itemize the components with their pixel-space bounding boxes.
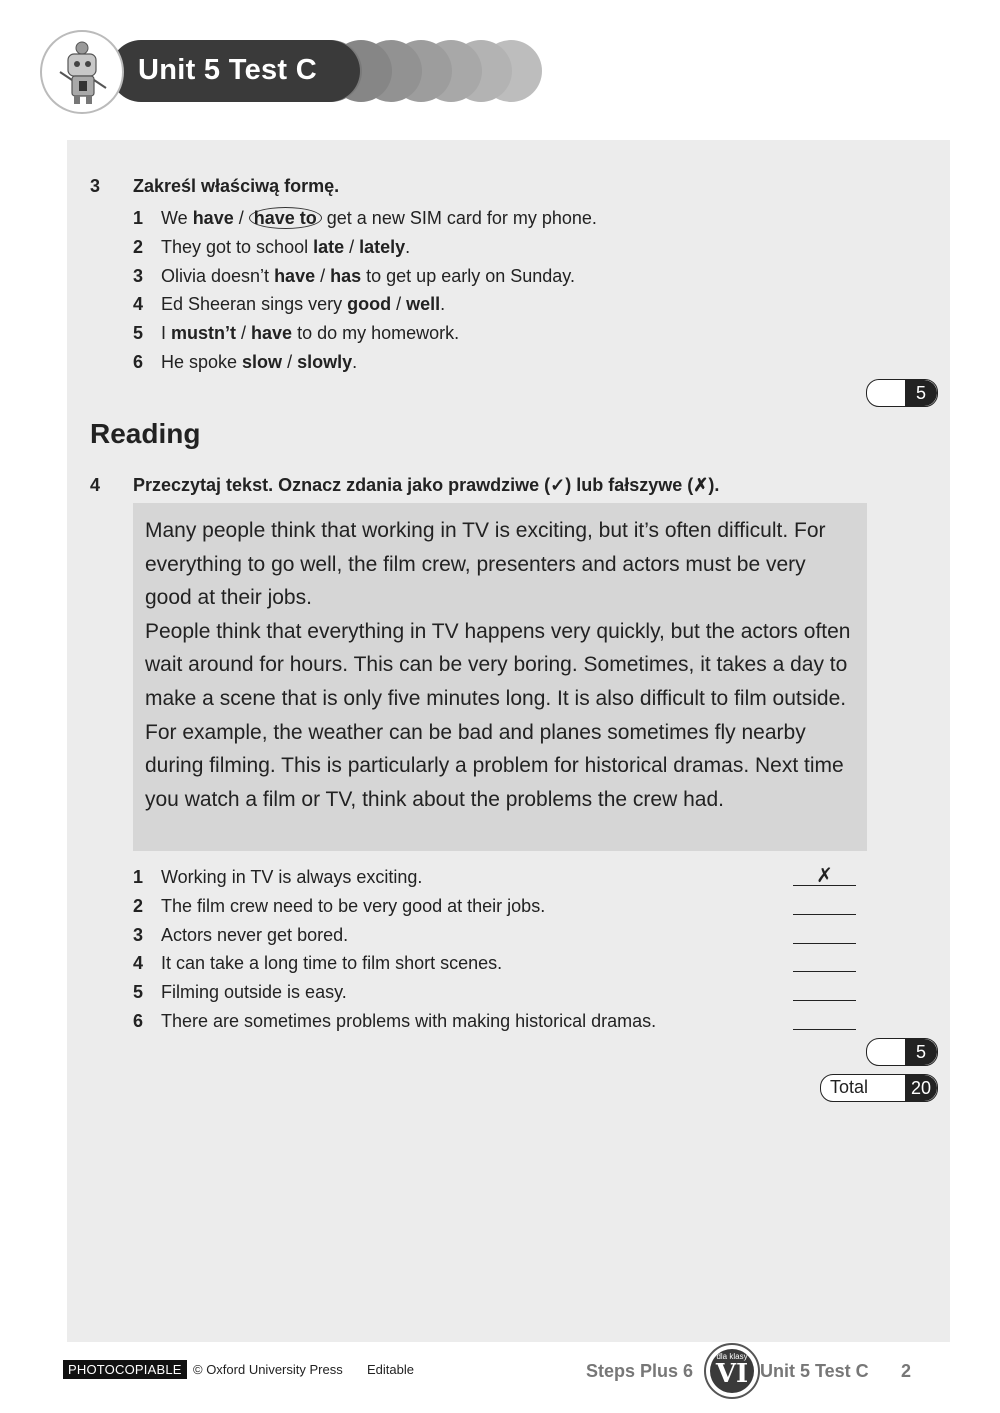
item-number: 5 bbox=[133, 323, 144, 344]
option-1[interactable]: have bbox=[192, 208, 234, 228]
option-2[interactable]: has bbox=[330, 265, 362, 286]
item-text: Actors never get bored. bbox=[161, 924, 349, 945]
reading-paragraph-1: Many people think that working in TV is exciting, but it’s often difficult. For everything to go well, the film crew, presenters and actors must be very good at their jobs. bbox=[145, 519, 826, 610]
page-title: Unit 5 Test C bbox=[138, 54, 317, 86]
option-2[interactable]: well bbox=[406, 294, 441, 315]
answer-field[interactable] bbox=[793, 951, 856, 972]
footer-unit: Unit 5 Test C bbox=[760, 1361, 869, 1381]
item-number: 2 bbox=[133, 895, 144, 916]
page-number: 2 bbox=[901, 1361, 912, 1381]
photocopiable-label: PHOTOCOPIABLE bbox=[63, 1360, 187, 1379]
total-score-box bbox=[820, 1074, 938, 1102]
option-2[interactable]: have bbox=[251, 323, 293, 344]
editable-label: Editable bbox=[367, 1362, 414, 1377]
item-number: 1 bbox=[133, 208, 144, 228]
reading-text-box bbox=[133, 503, 867, 851]
series-name: Steps Plus 6 bbox=[586, 1361, 694, 1381]
exercise-3-score-box bbox=[866, 379, 938, 407]
exercise-3-instruction: Zakreśl właściwą formę. bbox=[133, 176, 340, 196]
item-text: Ed Sheeran sings very good / well. bbox=[161, 294, 446, 315]
section-heading-reading: Reading bbox=[90, 418, 201, 449]
total-value: 20 bbox=[905, 1075, 937, 1101]
grade-badge bbox=[704, 1343, 760, 1399]
answer-field[interactable] bbox=[793, 1009, 856, 1030]
item-number: 3 bbox=[133, 924, 144, 945]
item-number: 2 bbox=[133, 236, 144, 257]
option-2-circled[interactable]: have to bbox=[249, 207, 322, 229]
exercise-4-number: 4 bbox=[90, 475, 101, 495]
copyright-text: © Oxford University Press bbox=[193, 1362, 343, 1377]
item-number: 3 bbox=[133, 265, 144, 286]
item-number: 4 bbox=[133, 953, 144, 974]
exercise-3-number: 3 bbox=[90, 176, 101, 196]
answer-field[interactable] bbox=[793, 923, 856, 944]
score-value: 5 bbox=[905, 1039, 937, 1065]
item-number: 6 bbox=[133, 1010, 144, 1031]
item-text: There are sometimes problems with making historical dramas. bbox=[161, 1010, 657, 1031]
item-text: He spoke slow / slowly. bbox=[161, 351, 358, 372]
item-text: Working in TV is always exciting. bbox=[161, 867, 423, 887]
item-number: 4 bbox=[133, 294, 144, 315]
item-number: 6 bbox=[133, 351, 144, 372]
page-footer bbox=[63, 1352, 943, 1398]
badge-small-text: dla klasy bbox=[716, 1352, 748, 1361]
exercise-4-instruction: Przeczytaj tekst. Oznacz zdania jako prawdziwe (✓) lub fałszywe (✗). bbox=[133, 475, 720, 495]
page-header bbox=[40, 30, 520, 114]
option-1[interactable]: slow bbox=[242, 351, 283, 372]
total-label: Total bbox=[830, 1077, 869, 1097]
option-1[interactable]: late bbox=[313, 236, 345, 257]
option-1[interactable]: mustn’t bbox=[171, 323, 237, 344]
answer-field[interactable] bbox=[793, 894, 856, 915]
answer-field[interactable] bbox=[793, 980, 856, 1001]
exercise-4-score-box bbox=[866, 1038, 938, 1066]
item-text: It can take a long time to film short scenes. bbox=[161, 953, 503, 974]
reading-paragraph-2: People think that everything in TV happens very quickly, but the actors often wait around for hours. This can be very boring. Sometimes, it takes a day to make a scene that is only five minutes long. It is also difficult to film outside. For example, the weather can be bad and planes sometimes fly nearby during filming. This is particularly a problem for historical dramas. Next time you watch a film or TV, think about the problems the crew had. bbox=[145, 619, 851, 811]
item-text: The film crew need to be very good at their jobs. bbox=[161, 895, 546, 916]
item-text: Olivia doesn’t have / has to get up early on Sunday. bbox=[161, 265, 575, 286]
item-text: I mustn’t / have to do my homework. bbox=[161, 323, 460, 344]
score-value: 5 bbox=[905, 380, 937, 406]
item-number: 5 bbox=[133, 982, 144, 1003]
option-1[interactable]: good bbox=[347, 294, 392, 315]
badge-big-text: VI bbox=[715, 1359, 749, 1389]
option-2[interactable]: lately bbox=[359, 236, 406, 257]
logo bbox=[40, 30, 124, 114]
item-text: Filming outside is easy. bbox=[161, 982, 347, 1003]
option-2[interactable]: slowly bbox=[297, 351, 353, 372]
answer-field[interactable]: ✗ bbox=[793, 865, 856, 886]
item-text: We have / have to get a new SIM card for my phone. bbox=[161, 208, 597, 228]
robot-mascot-icon bbox=[52, 38, 112, 106]
item-number: 1 bbox=[133, 867, 144, 887]
item-text: They got to school late / lately. bbox=[161, 236, 411, 257]
option-1[interactable]: have bbox=[274, 265, 316, 286]
